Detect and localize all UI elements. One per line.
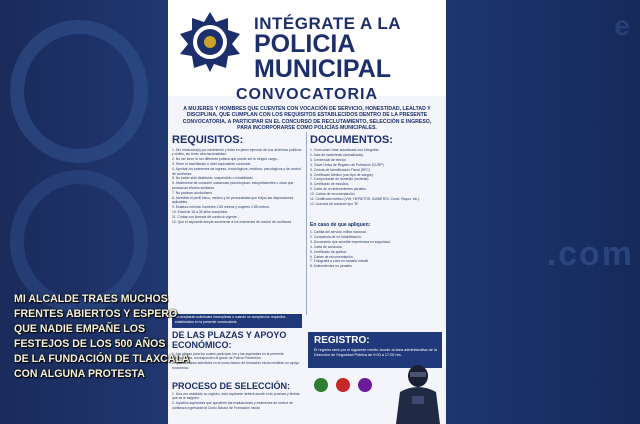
municipality-logo-icon <box>314 378 328 392</box>
list-item: 1. Currículum vítae actualizado con fotografía. <box>310 148 380 152</box>
caption-line: FRENTES ABIERTOS Y ESPERO <box>14 308 178 320</box>
caption-line: CON ALGUNA PROTESTA <box>14 368 145 380</box>
anniversary-logo-icon <box>358 378 372 392</box>
poster-title-line3: MUNICIPAL <box>254 55 392 83</box>
list-item: 11. Contar con licencia de conducir vigente. <box>172 214 238 219</box>
list-item: 5. Cédula de Identificación Fiscal (RFC). <box>310 167 371 172</box>
seleccion-heading: PROCESO DE SELECCIÓN: <box>172 381 291 391</box>
seleccion-list <box>172 392 302 411</box>
documentos-heading: DOCUMENTOS: <box>310 134 393 146</box>
background-watermark-bottom: .com <box>546 235 634 273</box>
list-item: 4. Aprobar los exámenes de ingreso, toxicológicos, médicos, psicológicos y de control de confianza. <box>172 167 301 176</box>
list-item: 1. Una vez realizado su registro, todo aspirante deberá acudir a las pruebas y fechas que se le asignen. <box>172 392 300 401</box>
list-item: 8. Antecedentes no penales. <box>310 264 353 269</box>
list-item: 12. Licencia de conducir tipo "B". <box>310 201 360 206</box>
plazas-list <box>172 352 302 371</box>
poster-title-line1: INTÉGRATE A LA <box>254 14 402 33</box>
list-item: 5. Certificado de aptitud. <box>310 249 347 254</box>
list-item: 9. Carta de no antecedentes penales. <box>310 187 367 192</box>
list-item: 10. Edad de 18 a 35 años cumplidos. <box>172 209 228 214</box>
documentos-list <box>310 148 442 207</box>
list-item: 7. No padecer alcoholismo. <box>172 190 214 195</box>
list-item: 2. Quienes sean admitidos en el curso básico de formación inicial recibirán un apoyo económico. <box>172 361 300 370</box>
list-item: 12. Que el aspirante acepte someterse a los exámenes de control de confianza. <box>172 219 293 224</box>
list-item: 1. Cartilla del servicio militar nacional. <box>310 230 367 234</box>
list-item: 3. Tener el bachillerato o nivel equivalente concluido. <box>172 162 252 167</box>
en-caso-list <box>310 230 442 269</box>
list-item: 6. Certificado Médico (con tipo de sangre). <box>310 172 374 177</box>
list-item: 9. Estatura mínima: hombres 1.65 metros y mujeres 1.58 metros. <box>172 204 270 209</box>
caption-line: MI ALCALDE TRAES MUCHOS <box>14 293 168 305</box>
poster-title-line2: POLICIA <box>254 30 356 58</box>
column-divider <box>306 132 307 315</box>
list-item: 1. Ser mexicano(a) por nacimiento y estar en pleno ejercicio de sus derechos políticos y civiles, sin tener otra nacionalidad. <box>172 148 302 157</box>
list-item: 2. No ser tener tu ser diferente pública que puede ser tu ningún cargo... <box>172 157 280 162</box>
police-badge-icon <box>178 10 242 74</box>
list-item: 5. No haber sido destituido, suspendido o inhabilitado. <box>172 176 254 181</box>
list-item: 3. Documento que acredite experiencia en seguridad. <box>310 239 391 244</box>
list-item: 1. Las plazas para los cuales participan los y las aspirantes en la presente Convocatoria, corresponden al grado de Policía Preventivo. <box>172 352 284 361</box>
list-item: 3. Credencial de elector. <box>310 157 347 162</box>
caption-line: FESTEJOS DE LOS 500 AÑOS <box>14 338 166 350</box>
plazas-heading: DE LAS PLAZAS Y APOYO ECONÓMICO: <box>172 330 287 350</box>
seal-logo-icon <box>336 378 350 392</box>
caption-overlay <box>14 292 190 382</box>
list-item: 8. Certificado de estudios. <box>310 182 350 187</box>
requisitos-heading: REQUISITOS: <box>172 134 244 146</box>
convocatoria-heading: CONVOCATORIA <box>235 86 379 103</box>
list-item: 10. Cartas de recomendación. <box>310 192 356 197</box>
incomplete-note-box: No aceptarán solicitudes incompletas o cuando no cumplan los requisitos establecidos en la presente convocatoria. <box>172 314 302 328</box>
sponsor-logos <box>314 374 394 398</box>
list-item: 7. Fotografía a color en tamaño infantil. <box>310 259 369 264</box>
list-item: 6. Cartas de recomendación. <box>310 254 354 259</box>
list-item: 11. Certificado médico (VIH, HEPATITIS, DIABETES, Covid, Rayos, etc.). <box>310 197 421 202</box>
en-caso-heading: En caso de que apliquen: <box>310 222 371 228</box>
registro-heading: REGISTRO: <box>314 335 370 346</box>
convocatoria-poster <box>168 0 446 424</box>
list-item: 2. Acta de nacimiento (actualizada). <box>310 152 364 157</box>
list-item: 4. Clave Única de Registro de Población (CURP). <box>310 162 385 167</box>
poster-header <box>168 0 446 96</box>
background-watermark-top: e <box>614 10 630 41</box>
caption-line: QUE NADIE EMPAÑE LOS <box>14 323 146 335</box>
police-officer-illustration <box>390 362 446 424</box>
list-item: 7. Comprobante de domicilio (reciente). <box>310 177 370 182</box>
list-item: 6. Abstenerse de consumir sustancias psicotrópicas, estupefacientes u otras que produzcan efectos similares. <box>172 181 294 190</box>
list-item: 8. Acreditar el perfil físico, médico y de personalidad que exijan las disposiciones aplicables. <box>172 195 294 204</box>
list-item: 4. Carta de conducta. <box>310 244 343 249</box>
caption-line: DE LA FUNDACIÓN DE TLAXCALA <box>14 353 190 365</box>
requisitos-list <box>172 148 302 225</box>
registro-text: El registro será por el siguiente medio: Acudir al área administrativa de la Dirección de Seguridad Pública de 9:00 a 17:00 hrs. <box>314 348 437 357</box>
intro-text: A MUJERES Y HOMBRES QUE CUENTEN CON VOCACIÓN DE SERVICIO, HONESTIDAD, LEALTAD Y DISCIPLINA, QUE CUMPLAN CON LOS REQUISITOS ESTABLECIDOS DENTRO DE LA PRESENTE CONVOCATORIA, A PARTICIPAR EN EL CONCURSO DE RECLUTAMIENTO, SELECCIÓN E INGRESO, PARA INCORPORARSE COMO POLICÍAS MUNICIPALES. <box>182 106 432 132</box>
list-item: 2. Constancia de no inhabilitación. <box>310 234 362 239</box>
background-logo-mark <box>10 20 148 163</box>
list-item: 2. Aquellos aspirantes que aprueben las evaluaciones y exámenes de control de confianza ingresarán al Curso Básico de Formación Inicial. <box>172 401 293 410</box>
